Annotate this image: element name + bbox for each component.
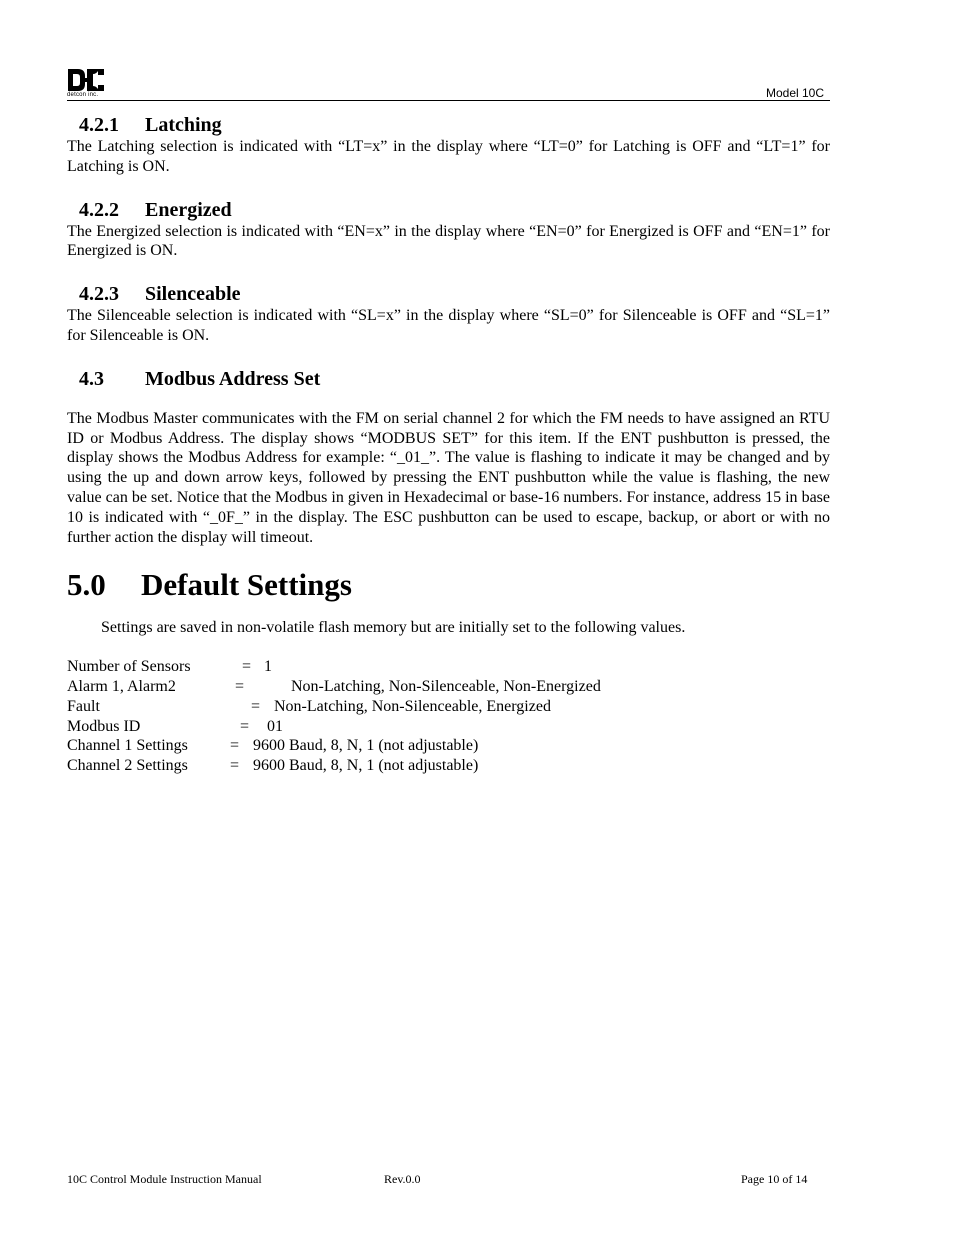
heading-4-2-3 <box>67 282 830 306</box>
heading-title: Silenceable <box>145 283 241 306</box>
setting-value: 9600 Baud, 8, N, 1 (not adjustable) <box>253 757 479 775</box>
setting-equals: = <box>242 658 252 676</box>
setting-label: Alarm 1, Alarm2 <box>67 677 176 695</box>
setting-label: Modbus ID <box>67 717 141 735</box>
setting-equals: = <box>251 697 261 715</box>
setting-value: 9600 Baud, 8, N, 1 (not adjustable) <box>253 737 479 755</box>
setting-label: Channel 1 Settings <box>67 737 188 755</box>
paragraph-silenceable: The Silenceable selection is indicated with “SL=x” in the display where “SL=0” for Silenceable is OFF and “SL=1” for Silenceable is ON. <box>67 307 830 344</box>
setting-row <box>67 717 830 737</box>
paragraph-latching: The Latching selection is indicated with “LT=x” in the display where “LT=0” for Latching is OFF and “LT=1” for Latching is ON. <box>67 138 830 175</box>
setting-label: Fault <box>67 697 100 715</box>
setting-row <box>67 677 830 697</box>
setting-equals: = <box>230 737 240 755</box>
heading-4-3 <box>67 367 830 391</box>
heading-number: 4.2.3 <box>79 283 119 306</box>
setting-label: Number of Sensors <box>67 658 191 676</box>
paragraph-energized: The Energized selection is indicated with “EN=x” in the display where “EN=0” for Energized is OFF and “EN=1” for Energized is ON. <box>67 222 830 260</box>
setting-row <box>67 756 830 776</box>
heading-5-0 <box>67 567 830 603</box>
heading-4-2-1 <box>67 113 830 137</box>
setting-equals: = <box>235 677 245 695</box>
heading-title: Default Settings <box>141 567 352 603</box>
heading-number: 4.2.2 <box>79 198 119 221</box>
paragraph-default-settings: Settings are saved in non-volatile flash memory but are initially set to the following values. <box>101 619 686 637</box>
detcon-logo-icon <box>67 68 105 92</box>
setting-row <box>67 697 830 717</box>
footer-revision: Rev.0.0 <box>384 1172 421 1186</box>
footer-manual-title: 10C Control Module Instruction Manual <box>67 1172 262 1186</box>
setting-row <box>67 657 830 677</box>
header-model: Model 10C <box>765 86 824 100</box>
setting-equals: = <box>240 717 250 735</box>
footer-page-number: Page 10 of 14 <box>741 1172 808 1186</box>
heading-4-2-2 <box>67 198 830 222</box>
setting-equals: = <box>230 757 240 775</box>
header-rule <box>67 100 830 101</box>
heading-number: 4.2.1 <box>79 114 119 136</box>
heading-title: Latching <box>145 114 222 136</box>
setting-label: Channel 2 Settings <box>67 757 188 775</box>
setting-value: Non-Latching, Non-Silenceable, Non-Energized <box>291 677 601 695</box>
page-content <box>67 113 830 776</box>
heading-number: 5.0 <box>67 567 106 603</box>
heading-title: Energized <box>145 198 232 221</box>
logo-text: detcon inc. <box>67 92 99 98</box>
setting-value: Non-Latching, Non-Silenceable, Energized <box>274 697 551 715</box>
settings-list <box>67 657 830 776</box>
heading-title: Modbus Address Set <box>145 367 321 390</box>
heading-number: 4.3 <box>79 367 104 390</box>
setting-value: 01 <box>267 717 283 735</box>
setting-row <box>67 736 830 756</box>
paragraph-modbus-address: The Modbus Master communicates with the FM on serial channel 2 for which the FM needs to have assigned an RTU ID or Modbus Address. The display shows “MODBUS SET” for this item. If the ENT pushbutton is pressed, the display shows the Modbus Address for example: “_01_”. The value is flashing to indicate it may be changed and by using the up and down arrow keys, followed by pressing the ENT pushbutton while the value is flashing, the new value can be set. Notice that the Modbus in given in Hexadecimal or base-16 numbers. For instance, address 15 in base 10 is indicated with “_0F_” in the display. The ESC pushbutton can be used to escape, backup, or abort or with no further action the display will timeout. <box>67 409 830 546</box>
setting-value: 1 <box>264 658 272 676</box>
